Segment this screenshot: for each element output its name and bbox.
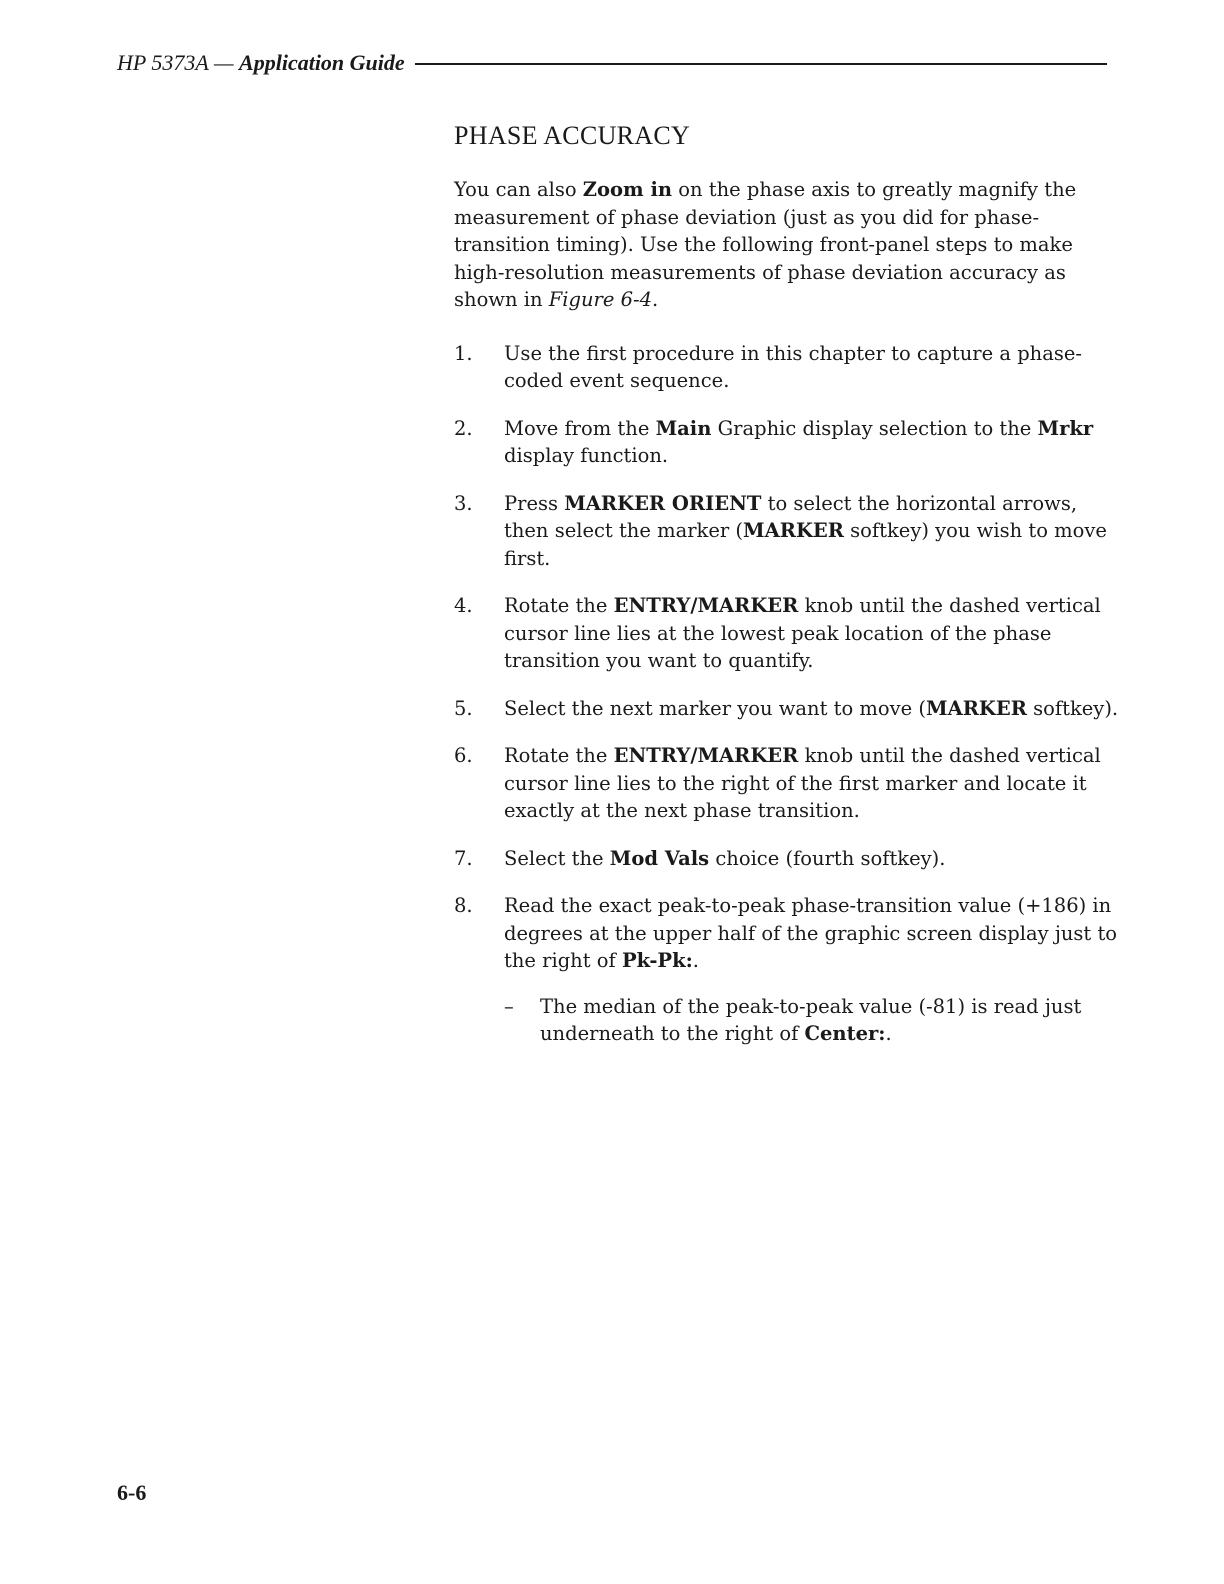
sub-bullet-bold-center: Center: [804, 1022, 886, 1045]
step-7-text-1: Select the [504, 846, 610, 870]
step-5 [454, 695, 1119, 723]
step-3-bold-marker-orient: MARKER ORIENT [564, 491, 762, 515]
running-header [117, 48, 1107, 78]
step-3-text-1: Press [504, 491, 565, 515]
sub-bullet-text-1: The median of the peak-to-peak value (-81) is read just underneath to the right of [540, 994, 1082, 1045]
step-4-text-1: Rotate the [504, 594, 614, 617]
dash-bullet: – [504, 994, 514, 1018]
step-5-text-1: Select the next marker you want to move ( [504, 696, 927, 720]
step-6-bold-entry-marker: ENTRY/MARKER [613, 744, 799, 767]
step-4-bold-entry-marker: ENTRY/MARKER [613, 594, 799, 617]
step-8-text-2: . [692, 949, 699, 972]
sub-bullet-item [504, 993, 1119, 1048]
step-1-text: Use the first procedure in this chapter to capture a phase-coded event sequence. [504, 341, 1082, 392]
step-2-text-3: display function. [504, 444, 669, 467]
intro-bold-zoom: Zoom in [582, 178, 673, 201]
intro-text-3: . [652, 288, 659, 311]
intro-text-2: on the phase axis to greatly magnify the measurement of phase deviation (just as you did for phase-transition timing). Use the following front-panel steps to make high-resolution measurements of phase deviation accuracy as shown in [454, 178, 1077, 311]
header-rule [415, 63, 1107, 65]
main-content [454, 118, 1119, 1048]
step-3-bold-marker: MARKER [743, 519, 844, 542]
procedure-steps [454, 340, 1119, 975]
step-8-text-1: Read the exact peak-to-peak phase-transition value (+186) in degrees at the upper half of the graphic screen display just to the right of [504, 894, 1118, 972]
step-text [504, 490, 1119, 573]
step-5-text-2: softkey). [1026, 696, 1119, 720]
section-title: PHASE ACCURACY [454, 121, 691, 150]
step-7-bold-mod-vals: Mod Vals [609, 846, 710, 870]
step-number: 7. [454, 846, 473, 870]
step-number: 1. [454, 341, 473, 365]
sub-bullet-list [504, 993, 1119, 1048]
step-2-text-1: Move from the [504, 416, 656, 440]
step-number: 5. [454, 696, 473, 720]
step-8-bold-pk-pk: Pk-Pk: [621, 949, 693, 972]
step-3 [454, 490, 1119, 573]
step-text [504, 592, 1119, 675]
header-title [117, 50, 415, 76]
step-number: 4. [454, 594, 473, 617]
step-text [504, 340, 1119, 395]
step-3-text-2: to select the horizontal arrows, then select the marker ( [504, 491, 1078, 542]
header-product: HP 5373A [117, 50, 209, 75]
step-7-text-2: choice (fourth softkey). [709, 846, 946, 870]
step-5-bold-marker: MARKER [926, 696, 1027, 720]
step-text [504, 742, 1119, 825]
intro-paragraph [454, 176, 1119, 314]
step-2 [454, 415, 1119, 470]
step-text [504, 695, 1119, 723]
step-3-text-3: softkey) you wish to move first. [504, 519, 1107, 570]
sub-bullet-text [540, 993, 1119, 1048]
step-6-text-2: knob until the dashed vertical cursor line lies to the right of the first marker and locate it exactly at the next phase transition. [504, 744, 1101, 822]
step-number: 3. [454, 491, 473, 515]
step-number: 2. [454, 416, 473, 440]
step-6-text-1: Rotate the [504, 744, 614, 767]
step-4 [454, 592, 1119, 675]
step-7 [454, 845, 1119, 873]
step-2-bold-main: Main [655, 416, 712, 440]
intro-figure-ref: Figure 6-4 [548, 288, 653, 311]
page-number: 6-6 [117, 1480, 147, 1505]
step-number: 8. [454, 894, 473, 917]
step-2-text-2: Graphic display selection to the [711, 416, 1038, 440]
step-text [504, 845, 1119, 873]
step-6 [454, 742, 1119, 825]
step-1 [454, 340, 1119, 395]
header-guide-title: Application Guide [239, 50, 405, 75]
intro-text-1: You can also [454, 178, 583, 201]
step-text [504, 415, 1119, 470]
header-separator: — [208, 50, 240, 75]
step-number: 6. [454, 744, 473, 767]
step-2-bold-mrkr: Mrkr [1037, 416, 1094, 440]
step-8 [454, 892, 1119, 975]
sub-bullet-text-2: . [885, 1022, 892, 1045]
step-text [504, 892, 1119, 975]
step-4-text-2: knob until the dashed vertical cursor line lies at the lowest peak location of the phase transition you want to quantify. [504, 594, 1101, 672]
